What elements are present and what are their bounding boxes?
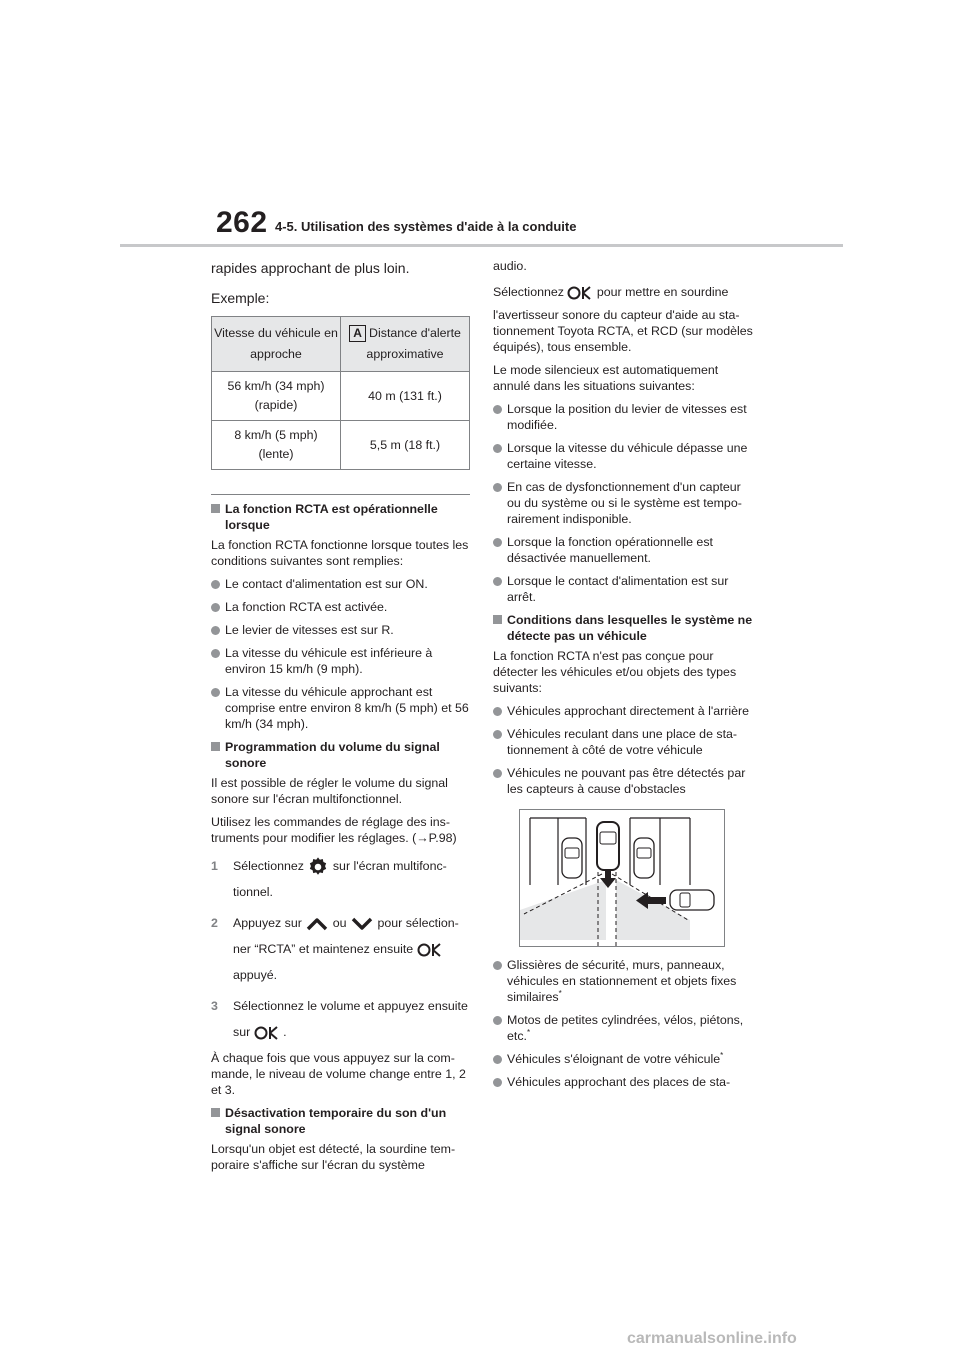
paragraph: Lorsqu'un objet est détecté, la sourdine tem-poraire s'affiche sur l'écran du système xyxy=(211,1142,456,1172)
ok-button-icon xyxy=(417,942,443,958)
table-row xyxy=(212,421,470,470)
list-item: Motos de petites cylindrées, vélos, piétons, etc.* xyxy=(493,1012,755,1044)
list-item: Le levier de vitesses est sur R. xyxy=(211,622,473,638)
table-header-speed: Vitesse du véhicule en approche xyxy=(212,317,341,372)
step-3: 3 Sélectionnez le volume et appuyez ensuite sur . xyxy=(211,999,468,1039)
table-cell-speed: 8 km/h (5 mph) (lente) xyxy=(212,421,341,470)
example-label: Exemple: xyxy=(211,290,270,306)
step-2: 2 Appuyez sur ou pour sélection-ner “RCTA” et maintenez ensuite appuyé. xyxy=(211,916,459,982)
paragraph: Il est possible de régler le volume du signal sonore sur l'écran multifonctionnel. xyxy=(211,776,448,806)
parking-illustration xyxy=(519,809,725,947)
list-item: Véhicules reculant dans une place de sta-tionnement à côté de votre véhicule xyxy=(493,726,755,758)
ok-button-icon xyxy=(254,1025,280,1041)
callout-a-tag: A xyxy=(349,325,366,342)
left-column xyxy=(211,258,473,1180)
arrow-icon: → xyxy=(416,831,429,845)
table-cell-speed: 56 km/h (34 mph) (rapide) xyxy=(212,372,341,421)
section-heading-mute: Désactivation temporaire du son d'un signal sonore xyxy=(211,1105,473,1137)
section-heading-not-detected: Conditions dans lesquelles le système ne détecte pas un véhicule xyxy=(493,612,755,644)
list-item: En cas de dysfonctionnement d'un capteur ou du système ou si le système est tempo-rairement indisponible. xyxy=(493,479,755,527)
paragraph: La fonction RCTA fonctionne lorsque toutes les conditions suivantes sont remplies: xyxy=(211,538,469,568)
header-rule xyxy=(120,244,843,247)
list-item: Le contact d'alimentation est sur ON. xyxy=(211,576,473,592)
section-heading-volume: Programmation du volume du signal sonore xyxy=(211,739,473,771)
paragraph: audio. xyxy=(493,259,527,273)
paragraph: Le mode silencieux est automatiquement annulé dans les situations suivantes: xyxy=(493,362,719,393)
section-divider xyxy=(211,494,470,495)
section-heading-operational: La fonction RCTA est opérationnelle lorsque xyxy=(211,501,473,533)
paragraph: l'avertisseur sonore du capteur d'aide au sta-tionnement Toyota RCTA, et RCD (sur modèles équipés), tous ensemble. xyxy=(493,307,753,354)
list-item: Véhicules approchant des places de sta- xyxy=(493,1074,755,1090)
list-item: Lorsque la vitesse du véhicule dépasse une certaine vitesse. xyxy=(493,440,755,472)
section-title: 4-5. Utilisation des systèmes d'aide à la conduite xyxy=(275,219,577,234)
alert-distance-table xyxy=(211,316,470,470)
list-item: Lorsque la fonction opérationnelle est désactivée manuellement. xyxy=(493,534,755,566)
ok-button-icon xyxy=(567,285,593,301)
table-cell-distance: 5,5 m (18 ft.) xyxy=(341,421,470,470)
paragraph: Utilisez les commandes de réglage des ins-truments pour modifier les réglages. (→P.98) xyxy=(211,815,457,845)
table-row xyxy=(212,372,470,421)
list-item: Véhicules approchant directement à l'arrière xyxy=(493,703,755,719)
list-item: La vitesse du véhicule est inférieure à environ 15 km/h (9 mph). xyxy=(211,645,473,677)
chevron-down-icon xyxy=(350,916,374,932)
page-number: 262 xyxy=(216,206,268,239)
list-item: La fonction RCTA est activée. xyxy=(211,599,473,615)
paragraph: À chaque fois que vous appuyez sur la com-mande, le niveau de volume change entre 1, 2 et 3. xyxy=(211,1051,466,1097)
intro-text: rapides approchant de plus loin. xyxy=(211,260,410,276)
table-cell-distance: 40 m (131 ft.) xyxy=(341,372,470,421)
list-item: La vitesse du véhicule approchant est comprise entre environ 8 km/h (5 mph) et 56 km/h (34 mph). xyxy=(211,684,473,732)
list-item: Lorsque la position du levier de vitesses est modifiée. xyxy=(493,401,755,433)
paragraph: Sélectionnez pour mettre en sourdine xyxy=(493,285,729,299)
list-item: Glissières de sécurité, murs, panneaux, véhicules en stationnement et objets fixes similaires* xyxy=(493,957,755,1005)
right-column xyxy=(493,258,755,1097)
paragraph: La fonction RCTA n'est pas conçue pour détecter les véhicules et/ou objets des types suivants: xyxy=(493,648,737,695)
watermark: carmanualsonline.info xyxy=(627,1330,797,1347)
list-item: Lorsque le contact d'alimentation est sur arrêt. xyxy=(493,573,755,605)
list-item: Véhicules s'éloignant de votre véhicule* xyxy=(493,1051,755,1067)
step-1: 1 Sélectionnez sur l'écran multifonc-tionnel. xyxy=(211,853,473,905)
gear-icon xyxy=(307,856,329,878)
table-header-distance: A Distance d'alerte approximative xyxy=(341,317,470,372)
chevron-up-icon xyxy=(305,916,329,932)
list-item: Véhicules ne pouvant pas être détectés par les capteurs à cause d'obstacles xyxy=(493,765,755,797)
